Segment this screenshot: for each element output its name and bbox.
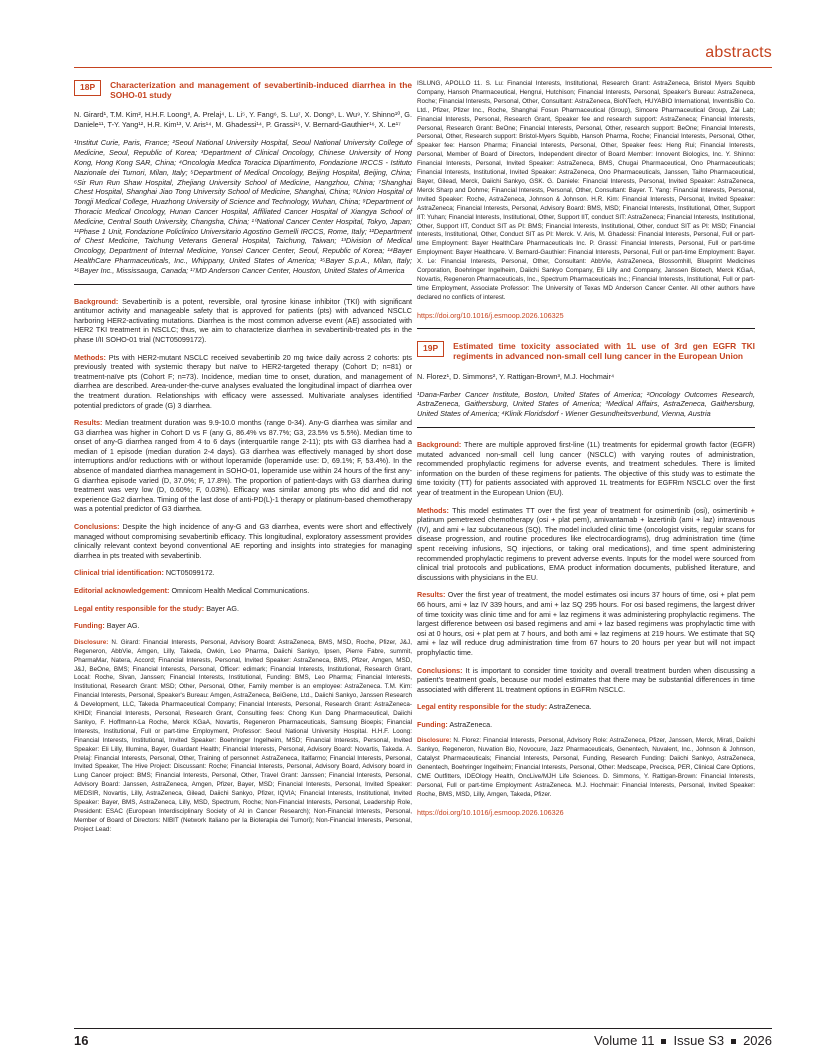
methods-text: This model estimates TT over the first year of treatment for osimertinib (osi), osimertinib + platinum pemetrexed chemotherapy (osi + plat pem), amivantamab + lazertinib (ami + laz) intravenous (IV), and ami + laz subcutaneous (SQ). The model included clinic time (oncologist visits, regular scans for disease progression, and routine procedures like electrocardiograms), drug administration time (time spent receiving infusions, SQ injections, or taking oral medications), and time spent administering recommended prophylactic regimens to prevent adverse events. Inputs for the model were sourced from clinical trial protocols and publications, EMA product information documents, published literature, and discussions with physicians in the EU.: [417, 505, 755, 582]
funding-paragraph: [74, 621, 412, 631]
legal-label: Legal entity responsible for the study:: [417, 702, 548, 712]
conclusions-paragraph: [74, 522, 412, 560]
abstract-19p-heading: [417, 341, 755, 361]
methods-paragraph: [74, 353, 412, 411]
trial-paragraph: [74, 568, 412, 578]
legal-text: Bayer AG.: [206, 603, 239, 613]
disclosure-text: N. Florez: Financial Interests, Personal, Advisory Role: AstraZeneca, Pfizer, Janssen, Merck, Mirati, Daiichi Sankyo, Regeneron, Nuvation Bio, Novocure, Jazz Pharmaceuticals, Genentech, Nuvalent, Inc., Johnson & Johnson, Catalyst Pharmaceuticals; Financial Interests, Personal, Funding, Research Funding: Daiichi Sankyo, AstraZeneca, Genentech, Boehringer Ingelheim; Financial Interests, Personal, Other: Medscape, Precisca, PER, Clinical Care Options, CME Outfitters, IDEOlogy Health, OncLive/MJH Life Sciences. D. Simmons, Y. Rattigan-Brown: Financial Interests, Personal, Full or part-time Employment: AstraZeneca. M.J. Hochmair: Financial Interests, Personal, Invited Speaker: Roche, BMS, MSD, Lilly, Amgen, Takeda, Pfizer.: [417, 737, 756, 798]
editorial-paragraph: [74, 586, 412, 596]
trial-label: Clinical trial identification:: [74, 568, 164, 578]
legal-label: Legal entity responsible for the study:: [74, 603, 205, 613]
header-rule: [74, 67, 772, 68]
conclusions-label: Conclusions:: [417, 665, 463, 675]
background-text: Sevabertinib is a potent, reversible, oral tyrosine kinase inhibitor (TKI) with significant antitumor activity and manageable safety that is approved for patients (pts) with advanced NSCLC harboring HER2-activating mutations. Diarrhea is the most common adverse event (AE) associated with HER2 TKI treatment in NSCLC; thus, we aim to characterize diarrhea in sevabertinib-treated pts in the phase I/II SOHO-01 trial (NCT05099172).: [74, 296, 413, 344]
background-paragraph: [74, 297, 412, 345]
doi-text-19p[interactable]: https://doi.org/10.1016/j.esmoop.2026.106326: [417, 807, 564, 817]
issue-label: Issue S3: [673, 1033, 725, 1048]
separator-square: [661, 1039, 666, 1044]
editorial-label: Editorial acknowledgement:: [74, 586, 170, 595]
disclosure-paragraph: [74, 639, 412, 835]
separator-square: [731, 1039, 736, 1044]
footer-rule: [74, 1028, 772, 1029]
affiliations: ¹Dana-Farber Cancer Institute, Boston, United States of America; ²Oncology Outcomes Research, AstraZeneca, Gaithersburg, United States of America; ³Medical Affairs, AstraZeneca, Gaithersburg, United States of America; ⁴Klinik Floridsdorf - Wiener Gesundheitsverbund, Vienna, Austria: [417, 389, 755, 419]
affiliations: ¹Institut Curie, Paris, France; ²Seoul National University Hospital, Seoul National University College of Medicine, Seoul, Republic of Korea; ³Department of Clinical Oncology, Chinese University of Hong Kong, Hong Kong SAR, China; ⁴Oncologia Medica Toracica Dipartimento, Fondazione IRCCS - Istituto Nazionale dei Tumori, Milan, Italy; ⁵Department of Medical Oncology, Beijing Hospital, Beijing, China; ⁶Sir Run Run Shaw Hospital, Zhejiang University School of Medicine, Hangzhou, China; ⁷Shanghai Chest Hospital, Shanghai Jiao Tong University School of Medicine, Shanghai, China; ⁸Union Hospital of Tongji Medical College, Huazhong University of Science and Technology, Wuhan, China; ⁹Department of Thoracic Medical Oncology, Hunan Cancer Hospital, Affiliated Cancer Hospital of Xiangya School of Medicine, Central South University, Changsha, China; ¹⁰National Cancer Center Hospital, Tokyo, Japan; ¹¹Phase 1 Unit, Fondazione Policlinico Universitario Agostino Gemelli IRCCS, Rome, Italy; ¹²Department of Chest Medicine, Taichung Veterans General Hospital, Taichung, Taiwan; ¹³Division of Medical Oncology, Department of Internal Medicine, Yonsei Cancer Center, Seoul, Republic of Korea; ¹⁴Bayer HealthCare Pharmaceuticals, Inc., Whippany, United States of America; ¹⁵Bayer S.p.A., Milan, Italy; ¹⁶Bayer Inc., Mississauga, Canada; ¹⁷MD Anderson Cancer Center, Houston, United States of America: [74, 138, 412, 275]
funding-label: Funding:: [417, 719, 448, 729]
author-list: N. Girard¹, T.M. Kim², H.H.F. Loong³, A. Prelaj⁴, L. Li⁵, Y. Fang⁶, S. Lu⁷, X. Dong⁸, L. Wu⁹, Y. Shinno¹⁰, G. Daniele¹¹, T-Y. Yang¹², H.R. Kim¹³, V. Aris¹⁴, M. Ghadessi¹⁴, P. Grassi¹⁵, V. Bernard-Gauthier¹⁶, X. Le¹⁷: [74, 110, 412, 130]
abstract-id-badge: 19P: [417, 341, 444, 357]
methods-text: Pts with HER2-mutant NSCLC received sevabertinib 20 mg twice daily across 2 cohorts: pts previously treated with systemic therapy but naïve to HER2-targeted therapy (Cohort D; n=81) or treatment-naïve pts (Cohort F; n=73). Incidence, median time to onset, duration, and management of diarrhea are described. Area-under-the-curve analyses evaluated the longitudinal impact of diarrhea over the treatment duration. Relationships with efficacy were assessed. Multivariate analyses identified potential predictors of grade (G) 3 diarrhea.: [74, 352, 412, 410]
abstract-id-badge: 18P: [74, 80, 101, 96]
disclosure-continued: ISLUNG, APOLLO 11. S. Lu: Financial Interests, Institutional, Research Grant: AstraZeneca, Bristol Myers Squibb Company, Hansoh Pharmaceutical, Hengrui, Hutchison; Financial Interests, Personal, Speaker's Bureau: AstraZeneca, Roche; Financial Interests, Personal, Other, Consultant: AstraZeneca, BioNTech, HUYABIO International, InventisBio Co. Ltd., Pfizer, Pfizer Inc., Roche, Shanghai Fosun Pharmaceutical (Group), Simcere Pharmaceutical Group, Zai Lab; Financial Interests, Personal, Research Grant, Speaker fee and research support: AstraZeneca; Financial Interests, Personal, Research Grant: BeOne; Financial Interests, Personal, Other, research support: BeOne; Financial Interests, Personal, Other, Research support: Bristol-Myers Squibb, Hansoh Pharma, Roche; Financial Interests, Personal, Other, Speaker fee: Hanson Pharma; Financial Interests, Personal, Other, Speaker fees: Heng Rui; Financial Interests, Personal, Member of Board of Directors, Independent director of Board Member: Innovent Biologics, Inc. Y. Shinno: Financial Interests, Personal, Invited Speaker: AstraZeneca, BMS, Chugai Pharmaceutical, Ono Pharmaceuticals; Financial Interests, Institutional, Invited Speaker: AstraZeneca, Ono Pharmaceuticals, Janssen, Taiho Pharmaceutical, Bayer, Gilead, Merck, Daiichi Sankyo, GSK. G. Daniele: Financial Interests, Personal, Invited Speaker: AstraZeneca, Merck Sharp and Dohme; Financial Interests, Personal, Other, Consultant: Bayer. T. Yang: Financial Interests, Personal, Invited Speaker: Roche, AstraZeneca, Johnson & Johnson. H.R. Kim: Financial Interests, Personal, Invited Speaker: AstraZeneca; Financial Interests, Personal, Advisory Board: BMS, MSD; Financial Interests, Institutional, Other, Support IIT: Yuhan; Financial Interests, Institutional, Other, Support IIT, conduct SIT: AstraZeneca; Financial Interests, Institutional, Other, Support IIT, Conduct SIT as PI: BMS; Financial Interests, Institutional, Other, conduct SIT as PI: MSD; Financial Interests, Institutional, Other, Conduct SIT as PI: Merck. V. Aris, M. Ghadessi: Financial Interests, Personal, Full or part-time Employment: Bayer HealthCare Pharmaceuticals Inc. P. Grassi: Financial Interests, Personal, Full or part-time Employment: Bayer Healthcare. V. Bernard-Gauthier: Financial Interests, Personal, Full or part-time Employment: Bayer. X. Le: Financial Interests, Personal, Other, Consultant: AbbVie, AstraZeneca, Blossomhill, Blueprint Medicines Corporation, Boehringer Ingelheim, Daiichi Sankyo Company, Eli Lilly and Company, Janssen Biotech, Merck KGaA, Novartis, Regeneron Pharmaceuticals, Inc., Spectrum Pharmaceuticals Inc.; Financial Interests, Institutional, Full or part-time Employment, Associate Professor: The University of Texas MD Anderson Cancer Center. All other authors have declared no conflicts of interest.: [417, 80, 755, 301]
background-text: There are multiple approved first-line (1L) treatments for epidermal growth factor (EGFR) mutated advanced non-small cell lung cancer (NSCLC) with varying routes of administration, recommended prophylactic regimens for adverse events, and treatment schedules. There is limited information on the burden of these regimens for patients. The objective of this study was to estimate the time toxicity (TT) for patients associated with approved 1L treatments for EGFRm NSCLC over the first year of treatment in the European Union (EU).: [417, 440, 755, 498]
funding-text: AstraZeneca.: [449, 719, 493, 729]
year-label: 2026: [743, 1033, 772, 1048]
editorial-text: Omnicom Health Medical Communications.: [171, 586, 310, 595]
results-label: Results:: [417, 590, 446, 600]
legal-text: AstraZeneca.: [548, 702, 592, 712]
conclusions-text: It is important to consider time toxicity and overall treatment burden when discussing a patient's treatment goals, because our model estimates that there may be substantial differences in time associated with different 1L treatment options in EGFRm NSCLC.: [417, 665, 755, 694]
results-paragraph: [74, 418, 412, 514]
disclosure-label: Disclosure:: [74, 638, 109, 646]
section-divider: [417, 328, 755, 329]
funding-paragraph: [417, 720, 755, 730]
results-text: Median treatment duration was 9.9-10.0 months (range 0-34). Any-G diarrhea was similar and G3 diarrhea was higher in Cohort D vs F (any G, 86.4% vs 87.7%; G3, 23.5% vs 5.5%). Median time to onset of any-G diarrhea ranged from 4 to 6 days (interquartile range 2-11); pts with G3 diarrhea had a median of 1 episode (median duration 2-4 days). G3 diarrhea was effectively managed by short dose interruptions and/or reductions with or without loperamide (loperamide use: D, 69.1%; F, 53.4%). In the absence of mandated diarrhea management in SOHO-01, loperamide use within 24 hours of the first any-G diarrhea episode varied (D, 37.0%; F, 17.8%). The proportion of patient-days with G3 diarrhea during treatment was very low (D, 0.60%; F, 0.03%). Efficacy was similar among pts who did and did not experience G≥2 diarrhea. Timing of the last dose of anti-PD(L)-1 therapy or platinum-based chemotherapy was a potential predictor of G3 diarrhea.: [74, 418, 413, 514]
methods-label: Methods:: [417, 505, 449, 515]
methods-label: Methods:: [74, 352, 106, 362]
results-text: Over the first year of treatment, the model estimates osi incurs 37 hours of time, osi + plat pem 66 hours, ami + laz IV 339 hours, and ami + laz SQ 295 hours. For osi based regimens, the largest driver of time toxicity was clinic time and for ami + laz regimens it was administering prophylactic regimens. The largest difference between osi based regimens and ami + laz based regimens was prophylactic time with osi at 0 hours, osi + plat pem at 7 hours, and both ami + laz regimens at 219 hours. We estimate that SQ ami + laz will reduce drug administration time from 67 hours to 20 hours per year but will not impact prophylactic time.: [417, 590, 756, 657]
abstract-18p-heading: [74, 80, 412, 100]
background-label: Background:: [74, 296, 119, 306]
section-header: abstracts: [705, 44, 772, 61]
disclosure-label: Disclosure:: [417, 737, 452, 745]
right-column: [417, 80, 755, 825]
left-column: [74, 80, 412, 843]
trial-text: NCT05099172.: [165, 568, 215, 578]
methods-paragraph: [417, 506, 755, 583]
abstract-title: Characterization and management of sevabertinib-induced diarrhea in the SOHO-01 study: [110, 80, 412, 101]
issue-info: [594, 1033, 772, 1048]
volume-label: Volume 11: [594, 1033, 655, 1048]
section-divider: [417, 427, 755, 428]
funding-text: Bayer AG.: [106, 621, 140, 631]
doi-link-19p[interactable]: [417, 808, 755, 818]
conclusions-label: Conclusions:: [74, 522, 120, 532]
background-label: Background:: [417, 440, 462, 450]
legal-paragraph: [74, 604, 412, 614]
doi-text-18p[interactable]: https://doi.org/10.1016/j.esmoop.2026.106325: [417, 310, 564, 320]
background-paragraph: [417, 440, 755, 498]
section-divider: [74, 284, 412, 285]
disclosure-text: N. Girard: Financial Interests, Personal, Advisory Board: AstraZeneca, BMS, MSD, Roche, Pfizer, J&J, Regeneron, AbbVie, Amgen, Lilly, Takeda, Owkin, Leo Pharma, Daiichi Sankyo, Ipsen, Pierre Fabre, summit, PharmaMar, Natera, Accord; Financial Interests, Personal, Invited Speaker: AstraZeneca, BMS, Pfizer, Amgen, MSD, J&J, BeOne, BMS; Financial Interests, Personal, Officer: edimark; Financial Interests, Institutional, Research Grant, Local: Roche, Sivan, Janssen; Financial Interests, Institutional, Funding: BMS, Leo Pharma; Financial Interests, Institutional, Research Grant: MSD; Other, Personal, Other, Family member is an employee: AstraZeneca. T.M. Kim: Financial Interests, Personal, Speaker's Bureau: Amgen, AstraZeneca, BeiGene, Ltd., Daiichi Sankyo, Janssen Research & Development, LLC, Takeda Pharmaceutical Company; Financial Interests, Personal, Research Grant: AstraZeneca-KHIDI; Financial Interests, Personal, Research Grant, Consulting fees: Chong Kun Dang Pharmaceutical, Daiichi Sankyo, F. Hoffmann-La Roche, Merck KGaA, Novartis, Regeneron Pharmaceuticals, Samsung Bioepis; Financial Interests, Institutional, Full or part-time Employment, Professor: Seoul National University Hospital. H.H.F. Loong: Financial Interests, Institutional, Invited Speaker: Boehringer Ingelheim, MSD; Financial Interests, Personal, Invited Speaker: Eli Lilly, Illumina, Bayer, Guardant Health; Financial Interests, Personal, Advisory Board: Novartis, Takeda. A. Prelaj: Financial Interests, Personal, Other, Training of personnel: AstraZeneca, Italfarmo; Financial Interests, Personal, Invited Speaker, The Hive Project: Discussant: Roche; Financial Interests, Personal, Advisory Board, Advisory board in Lung Cancer project: BMS; Financial Interests, Personal, Other, Travel Grant: Janssen; Financial Interests, Personal, Advisory Board: Janssen, AstraZeneca, Amgen, Pfizer, Bayer, MSD; Financial Interests, Personal, Invited Speaker: MEDSIR, Novartis, Lilly, AstraZeneca, Gilead, Daiichi Sankyo, Pfizer, IQVIA; Financial Interests, Institutional, Invited Speaker: Bayer, BMS, AstraZeneca, Lilly, MSD, Spectrum, Roche; Non-Financial Interests, Personal, Leadership Role, President: ESAC (European Interdisciplinary Society of AI in Cancer Research); Non-Financial Interests, Personal, Member of Board of Directors: NIBIT (Network Italiano per la Bioterapia dei Tumori); Non-Financial Interests, Personal, Project Lead:: [74, 638, 412, 833]
results-label: Results:: [74, 418, 103, 428]
author-list: N. Florez¹, D. Simmons², Y. Rattigan-Brown³, M.J. Hochmair⁴: [417, 371, 615, 381]
conclusions-paragraph: [417, 666, 755, 695]
page-number: 16: [74, 1033, 89, 1048]
abstract-title: Estimated time toxicity associated with 1L use of 3rd gen EGFR TKI regiments in advanced non-small cell lung cancer in the European Union: [453, 341, 755, 362]
results-paragraph: [417, 590, 755, 657]
funding-label: Funding:: [74, 621, 105, 631]
legal-paragraph: [417, 702, 755, 712]
conclusions-text: Despite the high incidence of any-G and G3 diarrhea, events were short and effectively managed without compromising sevabertinib efficacy. This longitudinal, exploratory assessment provides clinically relevant context beyond conventional AE reporting and insights into strategies for managing diarrhea in pts treated with sevabertinib.: [74, 522, 412, 560]
doi-link-18p[interactable]: [417, 311, 755, 321]
disclosure-paragraph: [417, 737, 755, 799]
